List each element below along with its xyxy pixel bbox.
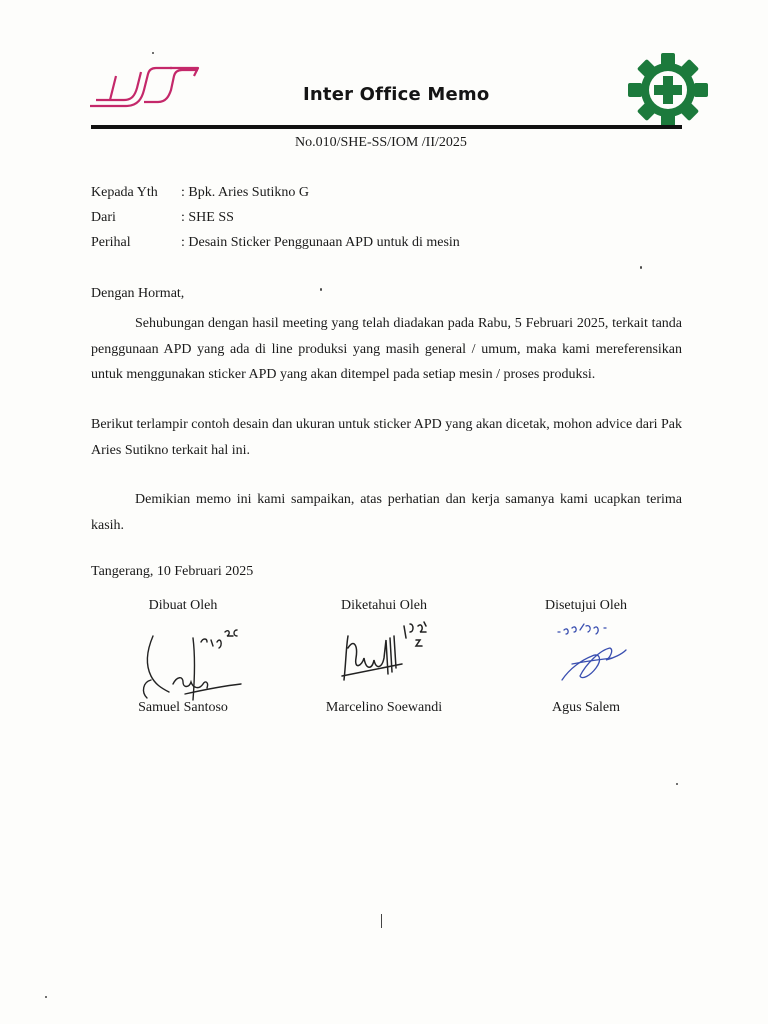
signature-caption: Dibuat Oleh — [148, 598, 218, 613]
subject-label: Perihal — [91, 235, 131, 250]
signature-block-acknowledged — [284, 598, 484, 722]
signature-name: Samuel Santoso — [138, 700, 228, 715]
sender-label: Dari — [91, 210, 116, 225]
recipient-value: : Bpk. Aries Sutikno G — [181, 185, 309, 200]
scan-speck — [676, 783, 678, 785]
scan-speck — [152, 52, 154, 54]
handwritten-signature-samuel — [133, 624, 263, 704]
body-paragraph-2: Berikut terlampir contoh desain dan ukuran untuk sticker APD yang akan dicetak, mohon advice dari Pak Aries Sutikno terkait hal ini. — [91, 417, 682, 458]
handwritten-signature-agus — [552, 620, 682, 690]
handwritten-signature-marcelino — [338, 618, 448, 690]
recipient-label: Kepada Yth — [91, 185, 158, 200]
memo-number: No.010/SHE-SS/IOM /II/2025 — [295, 135, 467, 150]
safety-gear-cross-icon — [626, 52, 710, 128]
signature-caption: Disetujui Oleh — [544, 598, 628, 613]
signature-block-prepared — [83, 598, 283, 722]
body-paragraph-3: Demikian memo ini kami sampaikan, atas perhatian dan kerja samanya kami ucapkan terima kasih. — [91, 492, 682, 533]
signature-name: Marcelino Soewandi — [325, 700, 443, 715]
scan-speck — [320, 288, 322, 291]
place-and-date: Tangerang, 10 Februari 2025 — [91, 564, 254, 579]
scan-speck — [381, 914, 382, 928]
memo-title: Inter Office Memo — [303, 84, 490, 105]
signature-caption: Diketahui Oleh — [341, 598, 427, 613]
signature-name: Agus Salem — [551, 700, 621, 715]
company-logo-icon — [86, 62, 202, 112]
header-divider — [91, 125, 682, 129]
scan-speck — [45, 996, 47, 998]
signature-block-approved — [486, 598, 686, 722]
body-paragraph-1: Sehubungan dengan hasil meeting yang telah diadakan pada Rabu, 5 Februari 2025, terkait tanda penggunaan APD yang ada di line produksi yang masih general / umum, maka kami mereferensikan untuk menggunakan sticker APD yang akan ditempel pada setiap mesin / proses produksi. — [91, 316, 682, 382]
scan-speck — [640, 266, 642, 269]
greeting: Dengan Hormat, — [91, 286, 185, 301]
subject-value: : Desain Sticker Penggunaan APD untuk di mesin — [181, 235, 460, 250]
sender-value: : SHE SS — [181, 210, 234, 225]
